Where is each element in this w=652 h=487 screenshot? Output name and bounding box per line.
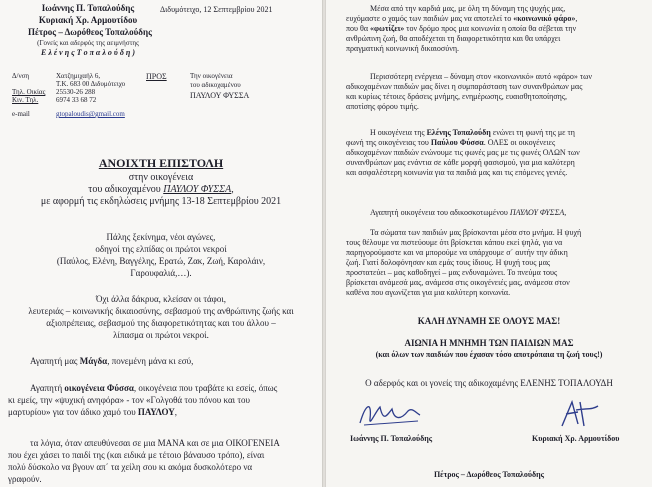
unity-line-1: Η οικογένεια της Ελένης Τοπαλούδη ενώνει τη φωνή της με τη [370, 128, 575, 137]
address-street: Χατζημιχαήλ 6, [56, 72, 101, 80]
magda-name: Μάγδα [79, 356, 108, 366]
pavlos-name: Παύλου Φύσσα [430, 138, 484, 147]
poem-1-line-4: Γαρουφαλιά,…). [130, 268, 192, 278]
sender-name-3: Πέτρος – Δωρόθεος Τοπαλούδης [28, 27, 152, 37]
address-label: Δ/νση [12, 72, 30, 80]
sender-name-1: Ιωάννης Π. Τοπαλούδης [41, 3, 135, 13]
souls-line-4: ζωή. Γιατί δολοφόνησαν και εμάς τους ίδιους. Η ψυχή τους μας [346, 258, 551, 267]
heading-pavlos-name: ΠΑΥΛΟΥ ΦΥΣΣΑ [163, 184, 232, 195]
mobile-phone-label: Κιν. Τηλ. [12, 96, 39, 104]
email-link[interactable]: gtopaloudis@gmail.com [56, 110, 125, 118]
energy-line-1: Περισσότερη ενέργεια – δύναμη στον «κοινωνικό» αυτό «φάρο» των [370, 72, 593, 81]
signature-ioannis [356, 397, 426, 431]
recipient-line-3: ΠΑΥΛΟΥ ΦΥΣΣΑ [190, 91, 250, 100]
eleni-name: Ελένης Τοπαλούδη [426, 128, 491, 137]
greeting-family-line-1: Αγαπητή οικογένεια Φύσσα, οικογένεια που τραβάτε κι εσείς, όπως [30, 383, 278, 393]
souls-line-2: τους θέλουμε να πιστεύουμε ότι βρίσκεται κάπου εκεί ψηλά, για να [346, 238, 563, 247]
souls-line-5: προστατεύει – μας καθοδηγεί – μας ενδυναμώνει. Το πνεύμα τους [346, 268, 558, 277]
home-phone-label: Τηλ. Οικίας [12, 88, 46, 96]
wish-line-2: ευχόμαστε ο χαμός των παιδιών μας να αποτελεί το «κοινωνικό φάρο», [346, 14, 578, 23]
recipient-line-2: του αδικοχαμένου [190, 81, 241, 89]
words-line-4: γραφούν. [8, 474, 42, 484]
sender-deceased-name: Ε λ έ ν η ς Τ ο π α λ ο ύ δ η ) [41, 48, 135, 57]
souls-line-1: Τα σώματα των παιδιών μας βρίσκονται μέσα στο μνήμα. Η ψυχή [370, 228, 582, 237]
words-line-2: που έχει χάσει το παιδί της (και ειδικά με τέτοιο βάναυσο τρόπο), είναι [8, 450, 265, 460]
letter-page-right [326, 0, 652, 487]
poem-1-line-1: Πάλης ξεκίνημα, νέοι αγώνες, [106, 232, 216, 242]
greeting-magda: Αγαπητή μας Μάγδα, πονεμένη μάνα κι εσύ, [30, 356, 194, 366]
social-lighthouse: «κοινωνικό φάρο» [513, 14, 576, 23]
greeting-family-line-2: κι εμείς, την «ψυχική ανηφόρα» - τον «Γολγοθά του πόνου και του [8, 395, 250, 405]
souls-line-3: παρηγορούμαστε και να μπορούμε να υπάρχουμε σ΄ αυτήν την άδικη [346, 248, 568, 257]
letter-title: ΑΝΟΙΧΤΗ ΕΠΙΣΤΟΛΗ [98, 156, 224, 170]
poem-2-line-4: λίπασμα οι πρώτοι νεκροί. [113, 330, 209, 340]
poem-2-line-3: αξιοπρέπειας, σεβασμού της διαφορετικότητας και του άλλου – [46, 318, 276, 328]
memory-subtitle: (και όλων των παιδιών που έχασαν τόσο αποτρόπαια τη ζωή τους!) [375, 350, 603, 359]
poem-1-line-3: (Παύλος, Ελένη, Βαγγέλης, Ερατώ, Ζακ, Ζωή, Καρολάιν, [56, 256, 266, 266]
pavlos-fyssa-upper: ΠΑΥΛΟΥ ΦΥΣΣΑ [509, 208, 565, 217]
letter-page-left [0, 0, 322, 487]
letter-date: Διδυμότειχο, 12 Σεπτεμβρίου 2021 [160, 5, 273, 14]
mobile-phone-value: 6974 33 68 72 [56, 96, 97, 104]
energy-line-2: αδικοχαμένων παιδιών μας δίνει η συμπαράσταση των συνανθρώπων μας [346, 82, 583, 91]
signature-name-ioannis: Ιωάννης Π. Τοπαλούδης [350, 434, 433, 443]
unity-line-5: και ασφαλέστερη κοινωνία για τα παιδιά μας και τις επόμενες γενιές. [346, 168, 568, 177]
heading-line-2: του αδικοχαμένου ΠΑΥΛΟΥ ΦΥΣΣΑ, [88, 184, 234, 195]
memory-slogan: ΑΙΩΝΙΑ Η ΜΝΗΜΗ ΤΩΝ ΠΑΙΔΙΩΝ ΜΑΣ [404, 338, 574, 348]
address-postcode: Τ.Κ. 683 00 Διδυμότειχο [56, 80, 126, 88]
energy-line-3: και κυρίως τέτοιες δράσεις μνήμης, ενημέρωσης, ευαισθητοποίησης, [346, 92, 567, 101]
words-line-1: τα λόγια, όταν απευθύνεσαι σε μια ΜΑΝΑ και σε μια ΟΙΚΟΓΕΝΕΙΑ [30, 438, 280, 448]
sender-note: (Γονείς και αδερφός της αειμνήστης [37, 39, 139, 47]
energy-line-4: αποτίσης φόρου τιμής. [346, 102, 419, 111]
unity-line-3: αδικοχαμένων παιδιών ενώνουμε τις φωνές μας με τις φωνές ΟΛΩΝ των [346, 148, 580, 157]
dear-family-line: Αγαπητή οικογένεια του αδικοσκοτωμένου ΠΑΥΛΟΥ ΦΥΣΣΑ, [370, 208, 567, 217]
recipient-line-1: Την οικογένεια [190, 72, 233, 80]
poem-1-line-2: οδηγοί της ελπίδας οι πρώτοι νεκροί [95, 244, 227, 254]
recipient-label: ΠΡΟΣ [146, 72, 167, 81]
sender-name-2: Κυριακή Χρ. Αρμουτίδου [38, 15, 138, 25]
wish-line-4: ανθρώπινη ζωή, θα αποδέχεται τη διαφορετικότητα και θα υπάρχει [346, 34, 561, 43]
souls-line-7: καθένα που αγωνίζεται για μια καλύτερη κοινωνία. [346, 288, 511, 297]
strength-slogan: ΚΑΛΗ ΔΥΝΑΜΗ ΣΕ ΟΛΟΥΣ ΜΑΣ! [417, 316, 561, 326]
signature-kyriaki [556, 398, 602, 430]
poem-2-line-1: Όχι άλλα δάκρυα, κλείσαν οι τάφοι, [95, 294, 227, 304]
closing-line: Ο αδερφός και οι γονείς της αδικοχαμένης ΕΛΕΝΗΣ ΤΟΠΑΛΟΥΔΗ [365, 378, 613, 388]
unity-line-4: συνανθρώπων μας ενάντια σε κάθε μορφή φασισμού, για μια καλύτερη [346, 158, 575, 167]
wish-line-1: Μέσα από την καρδιά μας, με όλη τη δύναμη της ψυχής μας, [370, 4, 566, 13]
unity-line-2: φωνή της οικογένειας του Παύλου Φύσσα. ΟΛΕΣ οι οικογένειες [346, 138, 556, 147]
email-label: e-mail [12, 110, 30, 118]
wish-line-3: που θα «φωτίζει» τον δρόμο προς μια κοινωνία η οποία θα σέβεται την [346, 24, 577, 33]
wish-line-5: πραγματική κοινωνική δικαιοσύνη. [346, 44, 459, 53]
heading-line-3: με αφορμή τις εκδηλώσεις μνήμης 13-18 Σεπτεμβρίου 2021 [40, 196, 282, 207]
greeting-family-line-3: μαρτυρίου» για τον άδικο χαμό του ΠΑΥΛΟΥ, [8, 407, 177, 417]
signature-name-petros: Πέτρος – Δωρόθεος Τοπαλούδης [433, 470, 545, 479]
heading-line-1: στην οικογένεια [128, 172, 194, 183]
fyssa-family-name: οικογένεια Φύσσα [64, 383, 134, 393]
words-line-3: πολύ δύσκολο να βγουν απ΄ τα χείλη σου κι ακόμα δυσκολότερο να [8, 462, 253, 472]
souls-line-6: βρίσκεται ανάμεσά μας, ανάμεσα στις οικογένειές μας, ανάμεσα στον [346, 278, 570, 287]
home-phone-value: 25530-26 288 [56, 88, 96, 96]
poem-2-line-2: λευτεριάς – κοινωνικής δικαιοσύνης, σεβασμού της ανθρώπινης ζωής και [28, 306, 294, 316]
signature-name-kyriaki: Κυριακή Χρ. Αρμουτίδου [532, 434, 620, 443]
